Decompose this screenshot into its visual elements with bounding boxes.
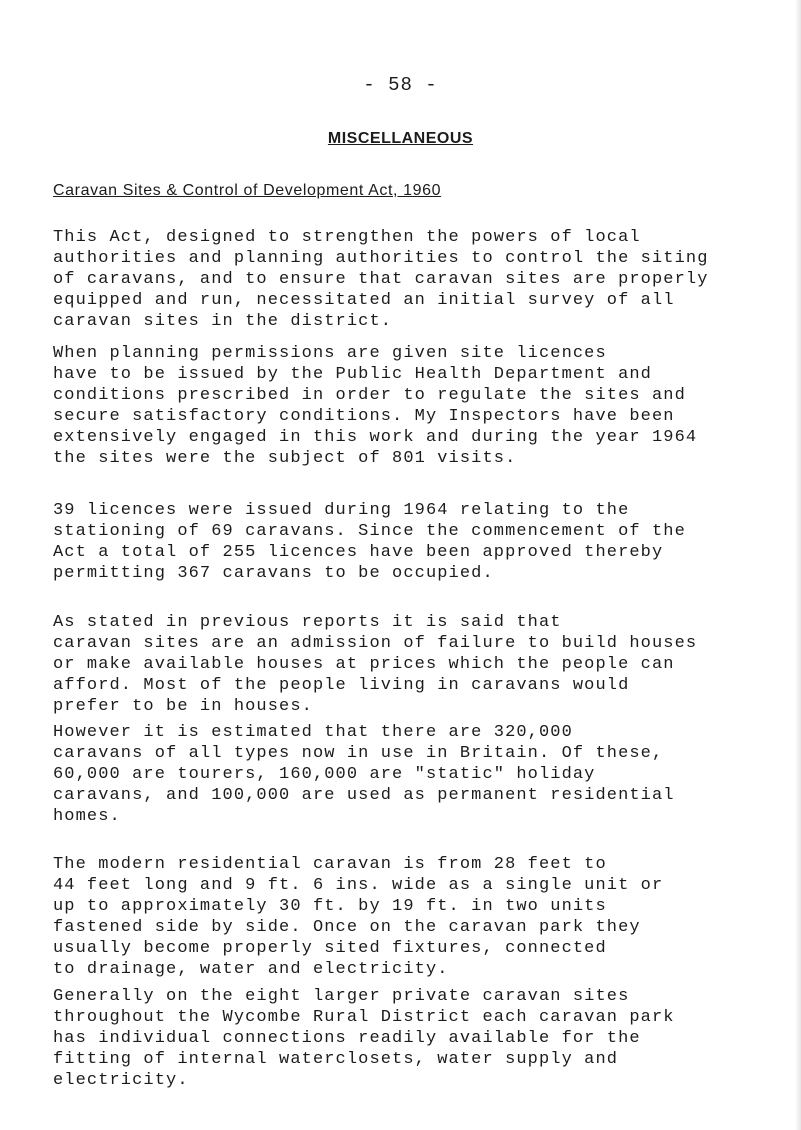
text-line: of caravans, and to ensure that caravan sites are properly <box>53 270 709 289</box>
text-line: afford. Most of the people living in caravans would <box>53 676 630 695</box>
text-line: 44 feet long and 9 ft. 6 ins. wide as a single unit or <box>53 876 664 895</box>
text-line: authorities and planning authorities to control the siting <box>53 249 709 268</box>
text-line: Generally on the eight larger private caravan sites <box>53 987 630 1006</box>
text-line: homes. <box>53 807 121 826</box>
text-line: 39 licences were issued during 1964 relating to the <box>53 501 630 520</box>
paragraph-3 <box>53 500 743 584</box>
text-line: stationing of 69 caravans. Since the commencement of the <box>53 522 686 541</box>
text-line: equipped and run, necessitated an initial survey of all <box>53 291 675 310</box>
text-line: to drainage, water and electricity. <box>53 960 449 979</box>
text-line: has individual connections readily available for the <box>53 1029 641 1048</box>
text-line: As stated in previous reports it is said that <box>53 613 562 632</box>
paragraph-2 <box>53 343 743 469</box>
paragraph-5 <box>53 722 743 827</box>
text-line: the sites were the subject of 801 visits. <box>53 449 517 468</box>
section-heading <box>0 130 801 148</box>
text-line: fitting of internal waterclosets, water supply and <box>53 1050 619 1069</box>
text-line: However it is estimated that there are 320,000 <box>53 723 573 742</box>
paragraph-4 <box>53 612 743 717</box>
text-line: caravan sites are an admission of failure to build houses <box>53 634 698 653</box>
text-line: or make available houses at prices which the people can <box>53 655 675 674</box>
scan-edge-shadow <box>795 0 801 1130</box>
section-heading-text: MISCELLANEOUS <box>327 130 474 147</box>
text-line: 60,000 are tourers, 160,000 are "static" holiday <box>53 765 596 784</box>
text-line: prefer to be in houses. <box>53 697 313 716</box>
text-line: caravans, and 100,000 are used as permanent residential <box>53 786 675 805</box>
text-line: have to be issued by the Public Health Department and <box>53 365 652 384</box>
text-line: electricity. <box>53 1071 189 1090</box>
text-line: extensively engaged in this work and during the year 1964 <box>53 428 698 447</box>
text-line: usually become properly sited fixtures, connected <box>53 939 607 958</box>
text-line: When planning permissions are given site licences <box>53 344 607 363</box>
page-number: - 58 - <box>363 74 438 96</box>
text-line: This Act, designed to strengthen the powers of local <box>53 228 641 247</box>
text-line: up to approximately 30 ft. by 19 ft. in two units <box>53 897 607 916</box>
text-line: throughout the Wycombe Rural District each caravan park <box>53 1008 675 1027</box>
text-line: fastened side by side. Once on the caravan park they <box>53 918 641 937</box>
text-line: caravans of all types now in use in Britain. Of these, <box>53 744 664 763</box>
text-line: conditions prescribed in order to regulate the sites and <box>53 386 686 405</box>
text-line: caravan sites in the district. <box>53 312 393 331</box>
paragraph-6 <box>53 854 743 980</box>
subheading: Caravan Sites & Control of Development Act, 1960 <box>53 182 442 199</box>
text-line: The modern residential caravan is from 28 feet to <box>53 855 607 874</box>
text-line: secure satisfactory conditions. My Inspectors have been <box>53 407 675 426</box>
paragraph-7 <box>53 986 743 1091</box>
paragraph-1 <box>53 227 743 332</box>
text-line: permitting 367 caravans to be occupied. <box>53 564 494 583</box>
text-line: Act a total of 255 licences have been approved thereby <box>53 543 664 562</box>
